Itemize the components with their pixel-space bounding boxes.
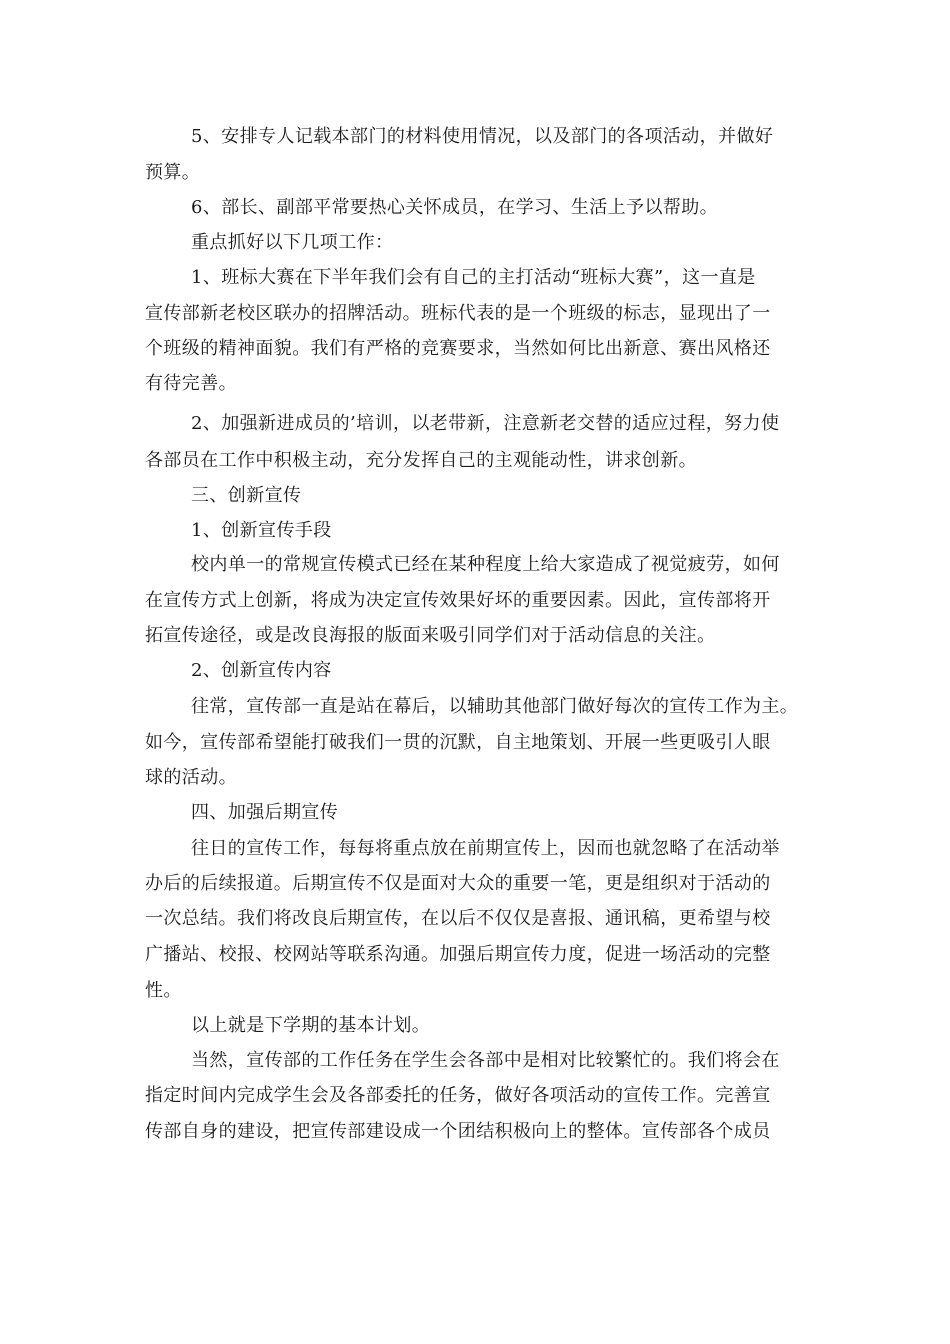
text-line: 5、安排专人记载本部门的材料使用情况，以及部门的各项活动，并做好 bbox=[191, 126, 774, 147]
text-line: 如今，宣传部希望能打破我们一贯的沉默，自主地策划、开展一些更吸引人眼 bbox=[145, 732, 771, 753]
text-line: 6、部长、副部平常要热心关怀成员，在学习、生活上予以帮助。 bbox=[191, 197, 719, 218]
text-line: 校内单一的常规宣传模式已经在某种程度上给大家造成了视觉疲劳，如何 bbox=[191, 554, 780, 575]
text-line: 1、创新宣传手段 bbox=[191, 520, 332, 541]
text-line: 一次总结。我们将改良后期宣传，在以后不仅仅是喜报、通讯稿，更希望与校 bbox=[145, 908, 771, 929]
text-line: 个班级的精神面貌。我们有严格的竞赛要求，当然如何比出新意、赛出风格还 bbox=[145, 338, 771, 359]
text-line: 广播站、校报、校网站等联系沟通。加强后期宣传力度，促进一场活动的完整 bbox=[145, 944, 771, 965]
text-line: 拓宣传途径，或是改良海报的版面来吸引同学们对于活动信息的关注。 bbox=[145, 625, 716, 646]
text-line: 以上就是下学期的基本计划。 bbox=[191, 1015, 431, 1036]
text-line: 传部自身的建设，把宣传部建设成一个团结积极向上的整体。宣传部各个成员 bbox=[145, 1121, 771, 1142]
text-line: 在宣传方式上创新，将成为决定宣传效果好坏的重要因素。因此，宣传部将开 bbox=[145, 590, 771, 611]
text-line: 宣传部新老校区联办的招牌活动。班标代表的是一个班级的标志，显现出了一 bbox=[145, 303, 771, 324]
text-line: 性。 bbox=[145, 980, 182, 1001]
text-line: 球的活动。 bbox=[145, 767, 237, 788]
text-line: 四、加强后期宣传 bbox=[191, 802, 339, 823]
text-line: 2、加强新进成员的’培训，以老带新，注意新老交替的适应过程，努力使 bbox=[191, 413, 780, 434]
text-line: 2、创新宣传内容 bbox=[191, 660, 332, 681]
text-line: 往常，宣传部一直是站在幕后，以辅助其他部门做好每次的宣传工作为主。 bbox=[191, 696, 799, 717]
text-line: 预算。 bbox=[145, 162, 201, 183]
text-line: 重点抓好以下几项工作： bbox=[191, 232, 394, 253]
text-line: 往日的宣传工作，每每将重点放在前期宣传上，因而也就忽略了在活动举 bbox=[191, 838, 780, 859]
text-line: 办后的后续报道。后期宣传不仅是面对大众的重要一笔，更是组织对于活动的 bbox=[145, 873, 771, 894]
text-line: 各部员在工作中积极主动，充分发挥自己的主观能动性，讲求创新。 bbox=[145, 450, 697, 471]
text-line: 1、班标大赛在下半年我们会有自己的主打活动“班标大赛”，这一直是 bbox=[191, 267, 756, 288]
text-line: 三、创新宣传 bbox=[191, 485, 302, 506]
text-line: 有待完善。 bbox=[145, 373, 237, 394]
text-line: 指定时间内完成学生会及各部委托的任务，做好各项活动的宣传工作。完善宣 bbox=[145, 1085, 771, 1106]
text-line: 当然，宣传部的工作任务在学生会各部中是相对比较繁忙的。我们将会在 bbox=[191, 1050, 780, 1071]
